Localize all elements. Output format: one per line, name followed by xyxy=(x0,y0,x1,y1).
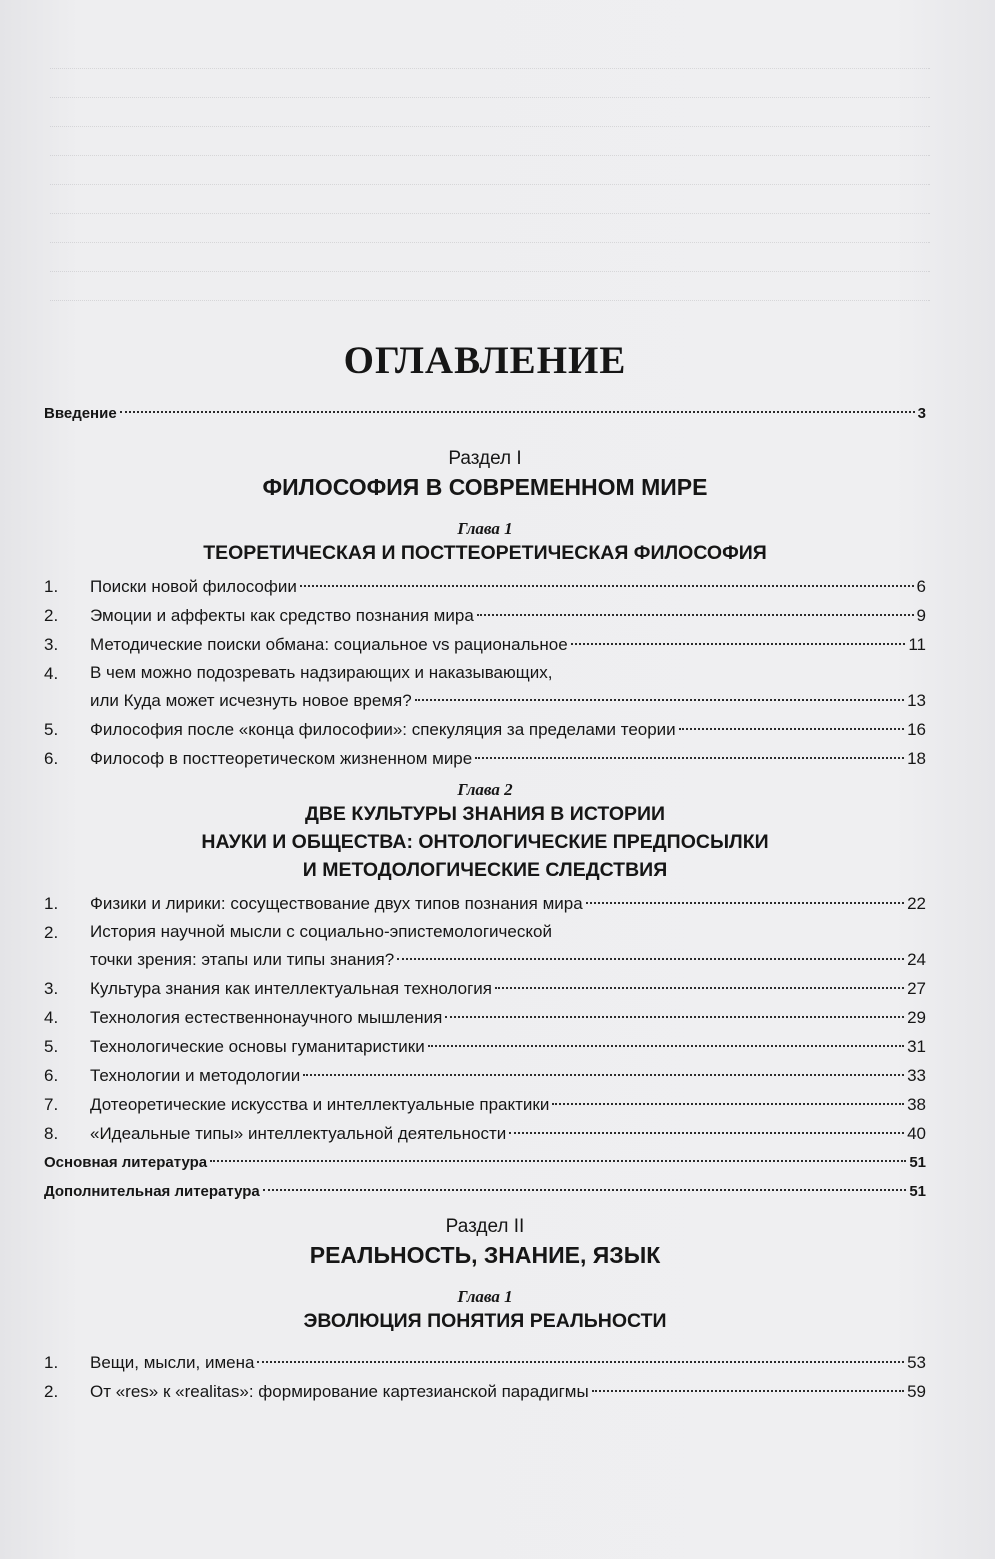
toc-item[interactable] xyxy=(44,659,926,715)
toc-label: Технологии и методологии xyxy=(90,1066,301,1085)
chapter-title-line: И МЕТОДОЛОГИЧЕСКИЕ СЛЕДСТВИЯ xyxy=(302,859,668,881)
toc-label: Философ в посттеоретическом жизненном мире xyxy=(90,749,473,768)
toc-item[interactable] xyxy=(44,974,926,1003)
leader-dots xyxy=(257,1361,904,1363)
section-title: ФИЛОСОФИЯ В СОВРЕМЕННОМ МИРЕ xyxy=(262,474,708,500)
toc-item[interactable] xyxy=(44,918,926,974)
toc-number: 1. xyxy=(44,1353,59,1372)
leader-dots xyxy=(509,1132,904,1134)
toc-page: 16 xyxy=(907,720,926,739)
toc-number: 5. xyxy=(44,1037,59,1056)
toc-number: 4. xyxy=(44,664,59,683)
toc-label: Дополнительная литература xyxy=(44,1183,260,1200)
toc-item[interactable] xyxy=(44,1032,926,1061)
toc-page: 24 xyxy=(907,950,926,969)
toc-main-literature[interactable] xyxy=(44,1148,926,1177)
toc-page: 51 xyxy=(909,1183,926,1200)
leader-dots xyxy=(445,1016,904,1018)
toc-number: 4. xyxy=(44,1008,59,1027)
section-label: Раздел II xyxy=(445,1216,525,1237)
bleed-through-text xyxy=(50,40,930,320)
toc-number: 2. xyxy=(44,923,59,942)
toc-number: 8. xyxy=(44,1124,59,1143)
leader-dots xyxy=(679,728,904,730)
toc-number: 5. xyxy=(44,720,59,739)
toc-label: От «res» к «realitas»: формирование картезианской парадигмы xyxy=(90,1382,589,1401)
chapter-title-line: НАУКИ И ОБЩЕСТВА: ОНТОЛОГИЧЕСКИЕ ПРЕДПОСЫЛКИ xyxy=(201,831,769,853)
toc-item[interactable] xyxy=(44,1061,926,1090)
chapter-label: Глава 1 xyxy=(457,1287,513,1306)
toc-page: 9 xyxy=(916,606,926,625)
toc-page: 38 xyxy=(907,1095,926,1114)
toc-label: «Идеальные типы» интеллектуальной деятельности xyxy=(90,1124,507,1143)
toc-item[interactable] xyxy=(44,889,926,918)
leader-dots xyxy=(300,585,914,587)
toc-intro[interactable] xyxy=(44,399,926,428)
leader-dots xyxy=(477,614,914,616)
chapter-label: Глава 2 xyxy=(457,780,513,799)
toc-item[interactable] xyxy=(44,1348,926,1377)
toc-label: или Куда может исчезнуть новое время? xyxy=(90,691,412,710)
leader-dots xyxy=(428,1045,904,1047)
toc-number: 6. xyxy=(44,749,59,768)
toc-label: Основная литература xyxy=(44,1154,208,1171)
toc-page: 22 xyxy=(907,894,926,913)
toc-item[interactable] xyxy=(44,1003,926,1032)
chapter-label: Глава 1 xyxy=(457,519,513,538)
leader-dots xyxy=(475,757,904,759)
toc-page: 40 xyxy=(907,1124,926,1143)
toc-page: 6 xyxy=(916,577,926,596)
toc-page: 3 xyxy=(917,405,926,422)
toc-page: 33 xyxy=(907,1066,926,1085)
leader-dots xyxy=(397,958,904,960)
chapter-title: ЭВОЛЮЦИЯ ПОНЯТИЯ РЕАЛЬНОСТИ xyxy=(303,1310,667,1332)
toc-number: 7. xyxy=(44,1095,59,1114)
leader-dots xyxy=(120,411,915,413)
toc-page: 11 xyxy=(908,635,926,654)
table-of-contents xyxy=(44,338,926,1406)
toc-page: 53 xyxy=(907,1353,926,1372)
toc-number: 2. xyxy=(44,1382,59,1401)
toc-label: Технология естественнонаучного мышления xyxy=(90,1008,443,1027)
toc-item[interactable] xyxy=(44,630,926,659)
section-title: РЕАЛЬНОСТЬ, ЗНАНИЕ, ЯЗЫК xyxy=(309,1242,661,1268)
toc-number: 1. xyxy=(44,894,59,913)
toc-page: 31 xyxy=(907,1037,926,1056)
toc-number: 3. xyxy=(44,979,59,998)
toc-label: Философия после «конца философии»: спекуляция за пределами теории xyxy=(90,720,676,739)
toc-page: 18 xyxy=(907,749,926,768)
toc-label: Эмоции и аффекты как средство познания мира xyxy=(90,606,474,625)
toc-item[interactable] xyxy=(44,744,926,773)
toc-label-line: В чем можно подозревать надзирающих и наказывающих, xyxy=(90,663,553,682)
toc-label: точки зрения: этапы или типы знания? xyxy=(90,950,395,969)
toc-item[interactable] xyxy=(44,1377,926,1406)
toc-label: Культура знания как интеллектуальная технология xyxy=(90,979,492,998)
toc-number: 1. xyxy=(44,577,59,596)
toc-item[interactable] xyxy=(44,572,926,601)
leader-dots xyxy=(571,643,906,645)
toc-label: Дотеоретические искусства и интеллектуальные практики xyxy=(90,1095,550,1114)
chapter-title-line: ДВЕ КУЛЬТУРЫ ЗНАНИЯ В ИСТОРИИ xyxy=(304,803,666,825)
toc-label: Поиски новой философии xyxy=(90,577,297,596)
toc-item[interactable] xyxy=(44,601,926,630)
toc-label-line: История научной мысли с социально-эпистемологической xyxy=(90,922,552,941)
leader-dots xyxy=(592,1390,904,1392)
toc-page: 51 xyxy=(909,1154,926,1171)
toc-page: 29 xyxy=(907,1008,926,1027)
leader-dots xyxy=(586,902,904,904)
toc-item[interactable] xyxy=(44,715,926,744)
toc-number: 3. xyxy=(44,635,59,654)
toc-item[interactable] xyxy=(44,1090,926,1119)
leader-dots xyxy=(303,1074,904,1076)
toc-page: 59 xyxy=(907,1382,926,1401)
chapter-title: ТЕОРЕТИЧЕСКАЯ И ПОСТТЕОРЕТИЧЕСКАЯ ФИЛОСОФИЯ xyxy=(203,542,767,564)
leader-dots xyxy=(495,987,904,989)
toc-label: Введение xyxy=(44,405,117,422)
toc-number: 2. xyxy=(44,606,59,625)
toc-item[interactable] xyxy=(44,1119,926,1148)
leader-dots xyxy=(415,699,904,701)
toc-page: 27 xyxy=(907,979,926,998)
leader-dots xyxy=(552,1103,904,1105)
toc-label: Физики и лирики: сосуществование двух типов познания мира xyxy=(90,894,583,913)
section-label: Раздел I xyxy=(448,448,522,469)
page-title: ОГЛАВЛЕНИЕ xyxy=(343,339,627,382)
toc-extra-literature[interactable] xyxy=(44,1177,926,1206)
leader-dots xyxy=(210,1160,906,1162)
toc-label: Методические поиски обмана: социальное vs рациональное xyxy=(90,635,568,654)
toc-label: Вещи, мысли, имена xyxy=(90,1353,255,1372)
toc-label: Технологические основы гуманитаристики xyxy=(90,1037,425,1056)
toc-page: 13 xyxy=(907,691,926,710)
toc-number: 6. xyxy=(44,1066,59,1085)
leader-dots xyxy=(263,1189,907,1191)
